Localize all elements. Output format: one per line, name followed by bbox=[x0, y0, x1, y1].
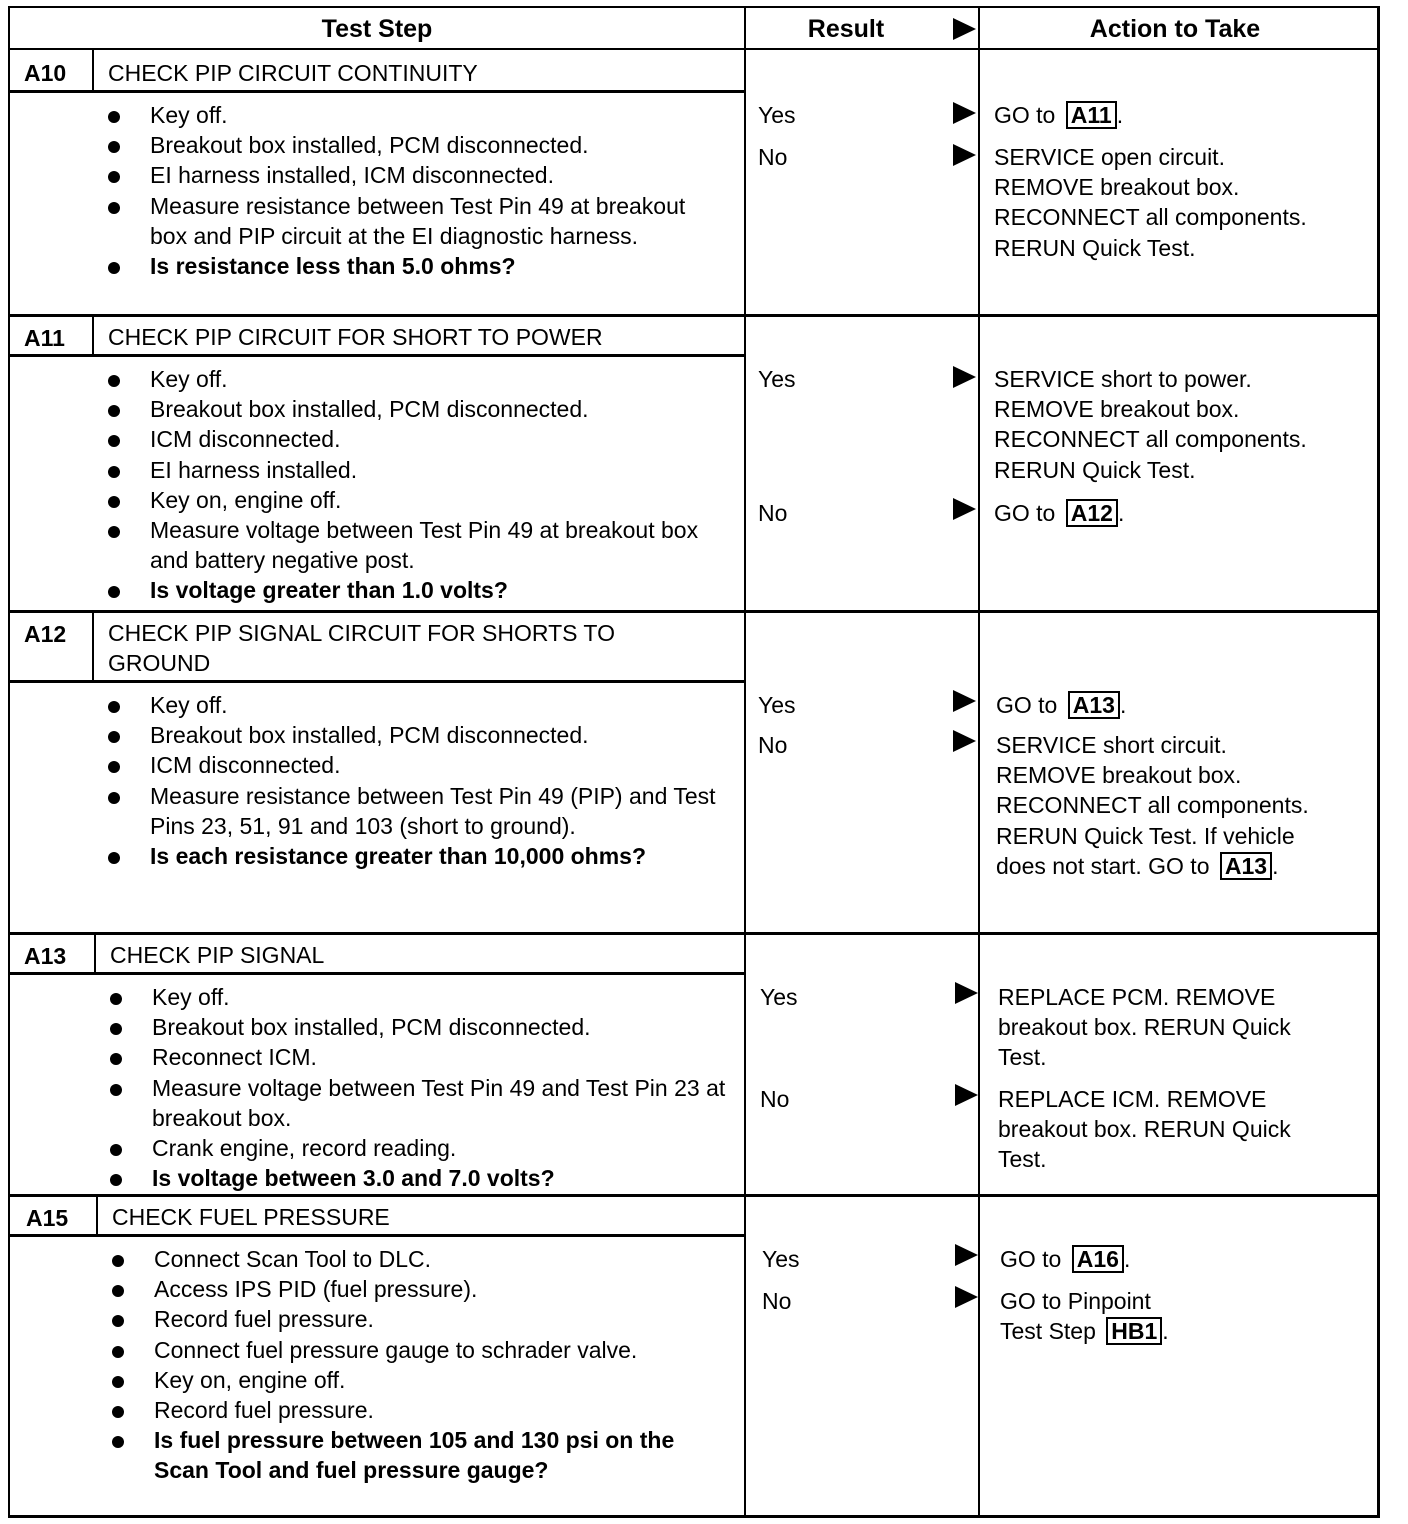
id-divider bbox=[96, 1196, 98, 1234]
step-item: Key off. bbox=[108, 100, 728, 130]
step-list bbox=[112, 1244, 732, 1486]
header-divider bbox=[10, 48, 1377, 50]
step-item: Record fuel pressure. bbox=[112, 1395, 732, 1425]
arrow-icon bbox=[953, 690, 976, 712]
step-title: CHECK PIP CIRCUIT CONTINUITY bbox=[108, 60, 478, 86]
step-list bbox=[110, 982, 730, 1193]
arrow-icon bbox=[955, 1286, 978, 1308]
step-list bbox=[108, 100, 728, 281]
action-text: REPLACE ICM. REMOVE breakout box. RERUN Quick Test. bbox=[998, 1086, 1291, 1173]
id-divider bbox=[92, 50, 94, 90]
step-question: Is each resistance greater than 10,000 ohms? bbox=[108, 841, 728, 871]
step-question: Is voltage greater than 1.0 volts? bbox=[108, 575, 728, 605]
step-question: Is fuel pressure between 105 and 130 psi on the Scan Tool and fuel pressure gauge? bbox=[112, 1425, 732, 1485]
arrow-icon bbox=[953, 498, 976, 520]
step-reference: A13 bbox=[1068, 691, 1120, 719]
result-yes: Yes bbox=[762, 1246, 800, 1272]
action-text: REPLACE PCM. REMOVE breakout box. RERUN Quick Test. bbox=[998, 984, 1291, 1071]
step-item: Key off. bbox=[108, 690, 728, 720]
step-item: Breakout box installed, PCM disconnected. bbox=[108, 720, 728, 750]
step-reference: A12 bbox=[1066, 499, 1118, 527]
step-item: Connect Scan Tool to DLC. bbox=[112, 1244, 732, 1274]
step-list bbox=[108, 364, 728, 606]
step-reference: A13 bbox=[1220, 852, 1272, 880]
result-no: No bbox=[758, 500, 788, 526]
step-item: Record fuel pressure. bbox=[112, 1304, 732, 1334]
action-text: GO to A13 . bbox=[996, 692, 1127, 718]
step-reference: A11 bbox=[1066, 101, 1117, 129]
step-item: Reconnect ICM. bbox=[110, 1042, 730, 1072]
id-divider bbox=[92, 612, 94, 680]
header-action: Action to Take bbox=[1089, 14, 1261, 43]
id-divider bbox=[94, 934, 96, 972]
step-reference: A16 bbox=[1072, 1245, 1124, 1273]
step-reference: HB1 bbox=[1106, 1317, 1162, 1345]
step-id: A11 bbox=[24, 325, 65, 351]
result-yes: Yes bbox=[760, 984, 798, 1010]
result-no: No bbox=[762, 1288, 792, 1314]
step-title: CHECK PIP SIGNAL CIRCUIT FOR SHORTS TO GROUND bbox=[108, 620, 615, 676]
step-item: EI harness installed. bbox=[108, 455, 728, 485]
step-item: Measure resistance between Test Pin 49 at breakout box and PIP circuit at the EI diagnostic harness. bbox=[108, 191, 728, 251]
step-item: Access IPS PID (fuel pressure). bbox=[112, 1274, 732, 1304]
step-id: A13 bbox=[24, 943, 67, 969]
column-divider bbox=[978, 8, 980, 1515]
result-yes: Yes bbox=[758, 366, 796, 392]
row-divider bbox=[10, 314, 1377, 317]
column-divider bbox=[744, 8, 746, 1515]
step-item: Measure voltage between Test Pin 49 at breakout box and battery negative post. bbox=[108, 515, 728, 575]
row-divider bbox=[10, 932, 1377, 935]
step-item: Breakout box installed, PCM disconnected. bbox=[108, 130, 728, 160]
action-text: GO to A11 . bbox=[994, 102, 1124, 128]
step-item: Key on, engine off. bbox=[108, 485, 728, 515]
arrow-icon bbox=[953, 18, 976, 40]
result-yes: Yes bbox=[758, 102, 796, 128]
step-id: A15 bbox=[26, 1205, 69, 1231]
step-item: Key on, engine off. bbox=[112, 1365, 732, 1395]
step-id: A12 bbox=[24, 621, 67, 647]
title-divider bbox=[10, 90, 744, 93]
step-question: Is resistance less than 5.0 ohms? bbox=[108, 251, 728, 281]
title-divider bbox=[10, 1234, 744, 1237]
step-item: Key off. bbox=[108, 364, 728, 394]
result-no: No bbox=[758, 144, 788, 170]
result-no: No bbox=[758, 732, 788, 758]
row-divider bbox=[10, 610, 1377, 613]
step-item: ICM disconnected. bbox=[108, 424, 728, 454]
diagnostic-table bbox=[8, 6, 1380, 1518]
step-title: CHECK PIP SIGNAL bbox=[110, 942, 325, 968]
step-item: Key off. bbox=[110, 982, 730, 1012]
step-item: ICM disconnected. bbox=[108, 750, 728, 780]
arrow-icon bbox=[953, 366, 976, 388]
title-divider bbox=[10, 680, 744, 683]
step-question: Is voltage between 3.0 and 7.0 volts? bbox=[110, 1163, 730, 1193]
step-item: Breakout box installed, PCM disconnected. bbox=[108, 394, 728, 424]
row-divider bbox=[10, 1194, 1377, 1197]
step-title: CHECK FUEL PRESSURE bbox=[112, 1204, 390, 1230]
step-item: Measure resistance between Test Pin 49 (PIP) and Test Pins 23, 51, 91 and 103 (short to ground). bbox=[108, 781, 728, 841]
step-item: Breakout box installed, PCM disconnected. bbox=[110, 1012, 730, 1042]
arrow-icon bbox=[953, 102, 976, 124]
arrow-icon bbox=[955, 982, 978, 1004]
arrow-icon bbox=[955, 1084, 978, 1106]
header-test-step: Test Step bbox=[321, 14, 433, 43]
step-item: Crank engine, record reading. bbox=[110, 1133, 730, 1163]
header-result: Result bbox=[807, 14, 885, 43]
action-text: SERVICE open circuit. REMOVE breakout box. RECONNECT all components. RERUN Quick Test. bbox=[994, 144, 1307, 261]
action-text: GO to Pinpoint Test Step HB1 . bbox=[1000, 1288, 1169, 1345]
result-no: No bbox=[760, 1086, 790, 1112]
action-text: GO to A12 . bbox=[994, 500, 1125, 526]
arrow-icon bbox=[953, 144, 976, 166]
step-title: CHECK PIP CIRCUIT FOR SHORT TO POWER bbox=[108, 324, 603, 350]
result-yes: Yes bbox=[758, 692, 796, 718]
title-divider bbox=[10, 972, 744, 975]
arrow-icon bbox=[955, 1244, 978, 1266]
id-divider bbox=[92, 316, 94, 354]
title-divider bbox=[10, 354, 744, 357]
step-item: Measure voltage between Test Pin 49 and Test Pin 23 at breakout box. bbox=[110, 1073, 730, 1133]
step-item: Connect fuel pressure gauge to schrader valve. bbox=[112, 1335, 732, 1365]
arrow-icon bbox=[953, 730, 976, 752]
action-text: SERVICE short to power. REMOVE breakout box. RECONNECT all components. RERUN Quick Test. bbox=[994, 366, 1307, 483]
action-text: GO to A16 . bbox=[1000, 1246, 1131, 1272]
step-item: EI harness installed, ICM disconnected. bbox=[108, 160, 728, 190]
action-text: SERVICE short circuit. REMOVE breakout box. RECONNECT all components. RERUN Quick Test. If vehicle does not start. GO to A13 . bbox=[996, 732, 1309, 879]
step-list bbox=[108, 690, 728, 871]
step-id: A10 bbox=[24, 60, 67, 86]
